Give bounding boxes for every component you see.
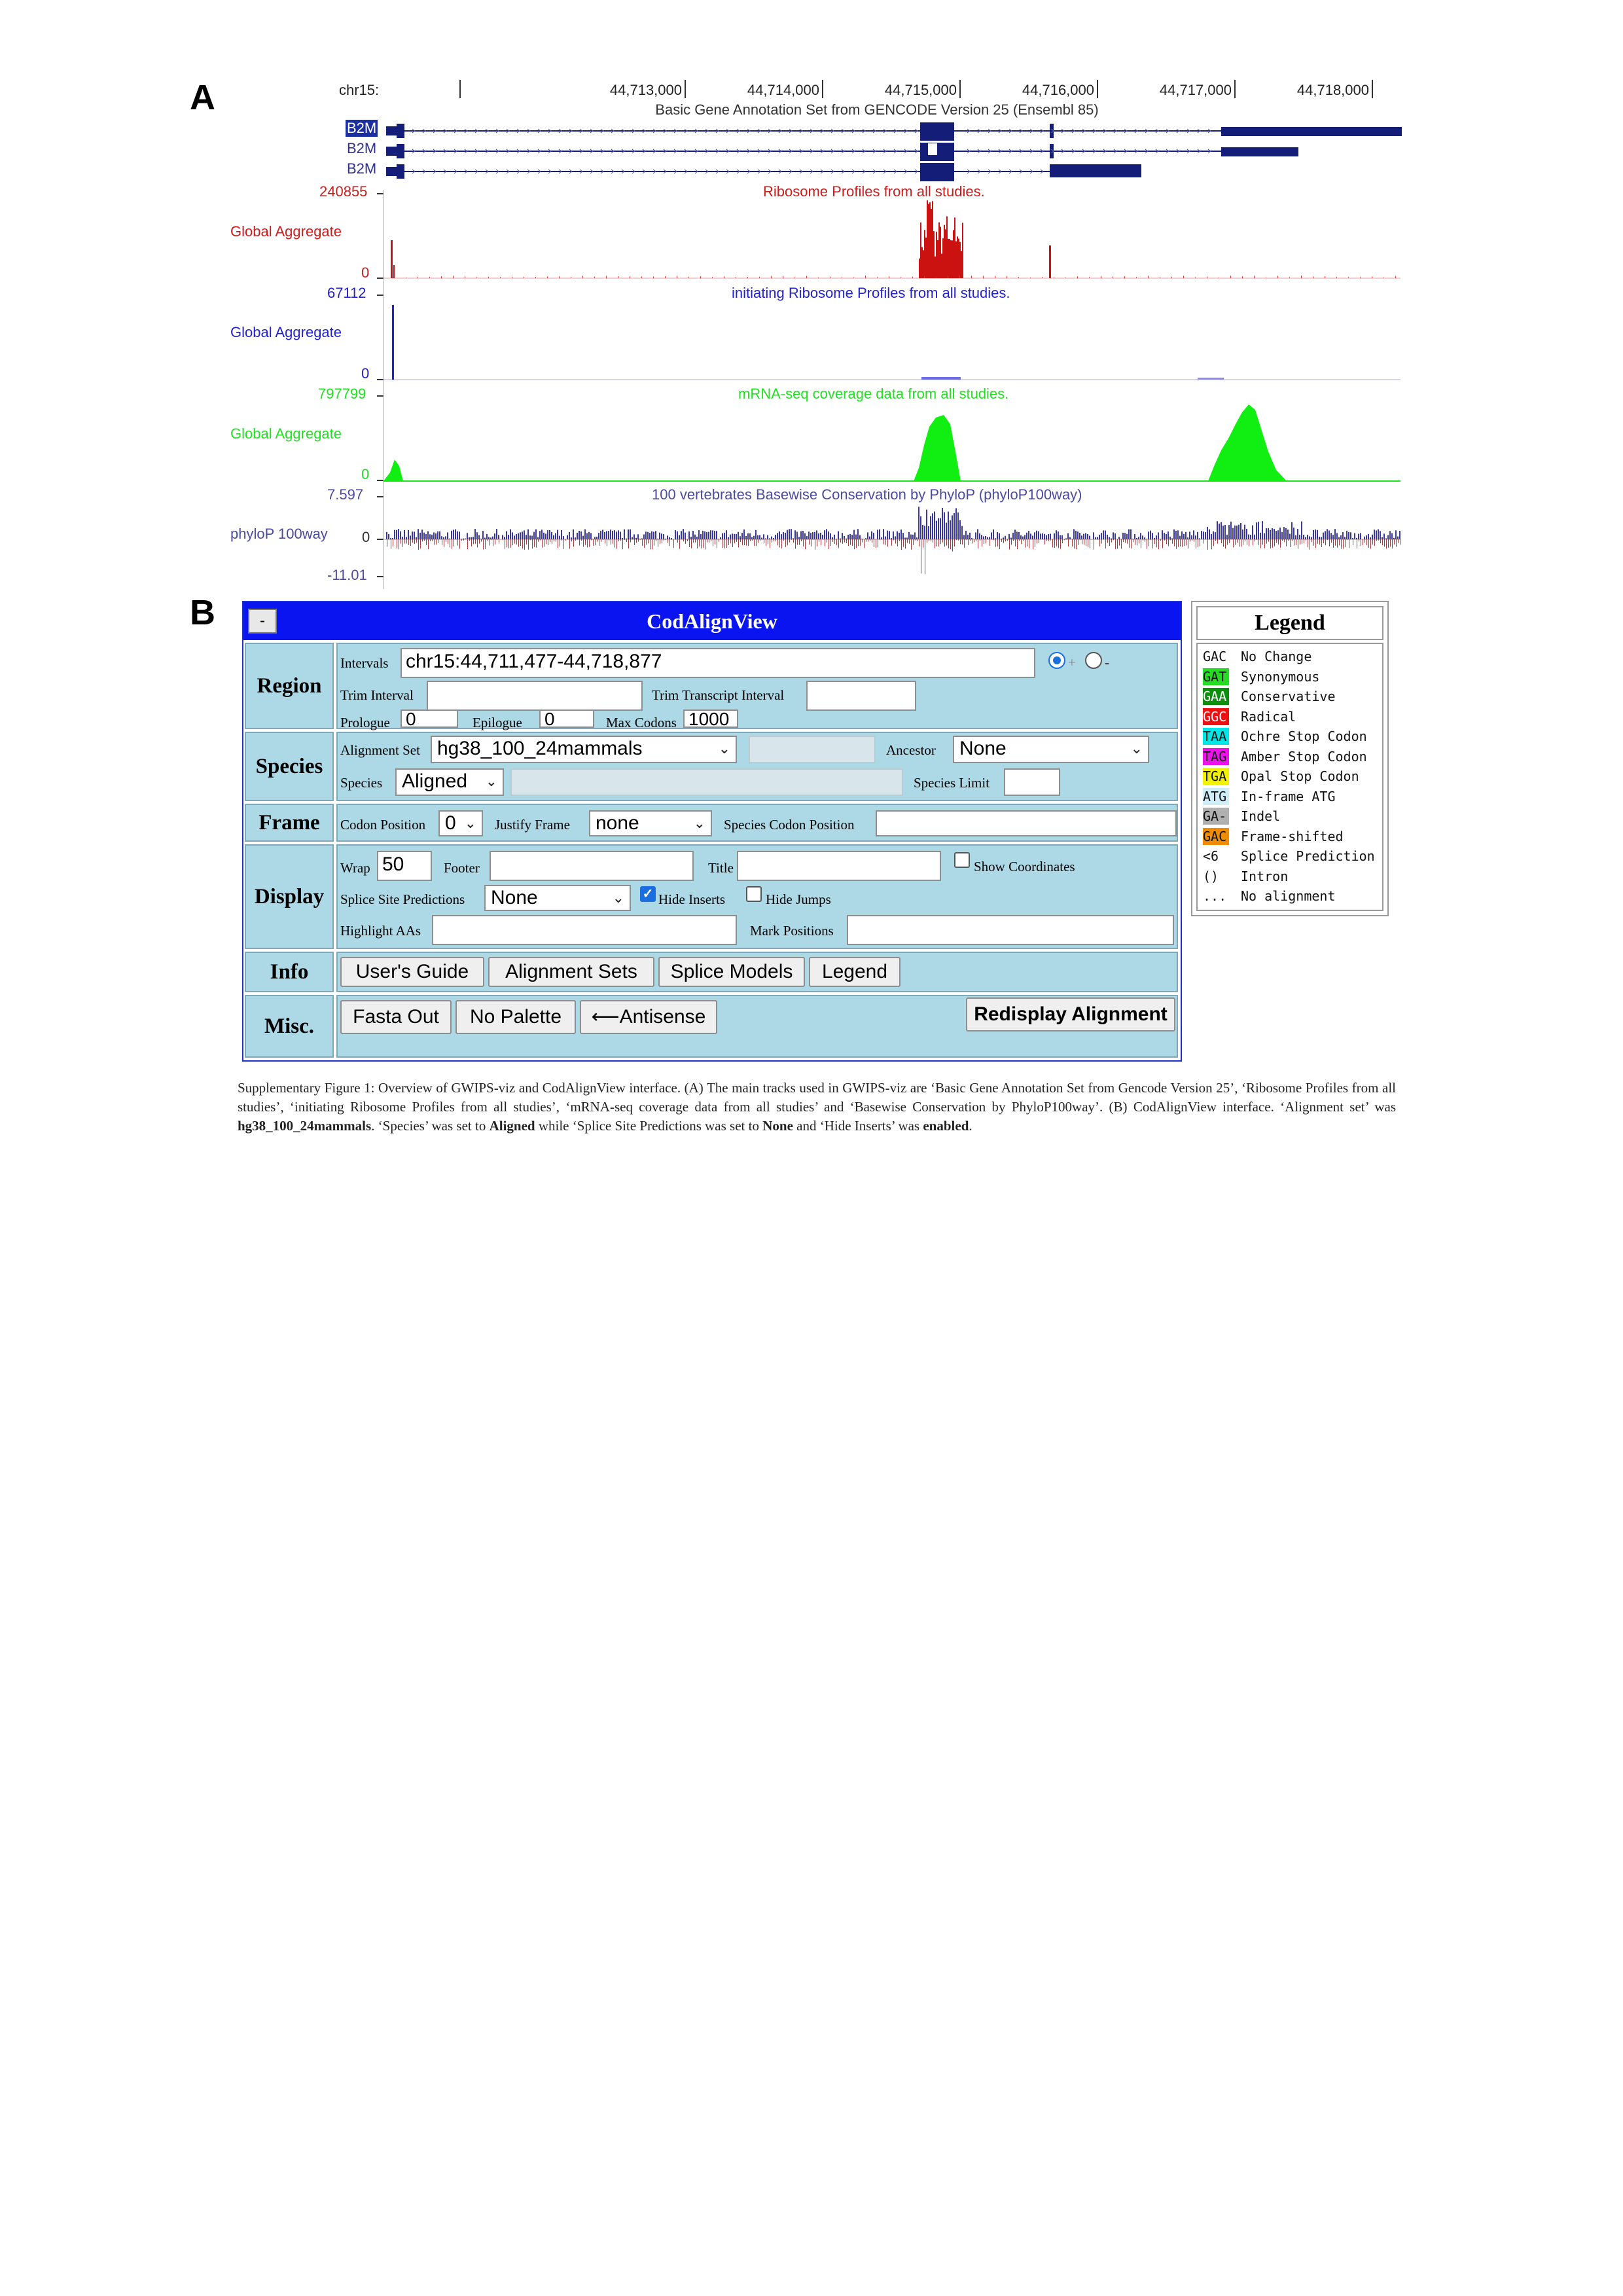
intervals-input[interactable]: chr15:44,711,477-44,718,877 bbox=[401, 648, 1035, 678]
track2-max: 67112 bbox=[327, 285, 366, 301]
highlight-aas-input[interactable] bbox=[432, 915, 737, 945]
max-codons-label: Max Codons bbox=[606, 715, 677, 730]
hide-jumps-label: Hide Jumps bbox=[766, 891, 831, 907]
ruler-tick bbox=[1097, 80, 1098, 98]
splice-predictions-label: Splice Site Predictions bbox=[340, 891, 465, 907]
phylo-title: 100 vertebrates Basewise Conservation by PhyloP (phyloP100way) bbox=[652, 486, 1082, 503]
legend-code: GAC bbox=[1203, 828, 1229, 845]
strand-minus-radio[interactable] bbox=[1085, 652, 1102, 669]
legend-item bbox=[1203, 688, 1336, 706]
legend-item bbox=[1203, 868, 1289, 886]
species-section-label: Species bbox=[245, 732, 334, 801]
alignment-set-value: hg38_100_24mammals bbox=[437, 738, 643, 759]
strand-minus-label: - bbox=[1105, 655, 1109, 670]
legend-item bbox=[1203, 808, 1281, 826]
legend-item bbox=[1203, 768, 1359, 786]
redisplay-alignment-button[interactable]: Redisplay Alignment bbox=[966, 997, 1175, 1031]
justify-frame-value: none bbox=[596, 812, 639, 834]
strand-plus-radio[interactable] bbox=[1048, 652, 1065, 669]
track1-max: 240855 bbox=[319, 183, 368, 200]
gene-track-title: Basic Gene Annotation Set from GENCODE Version 25 (Ensembl 85) bbox=[655, 101, 1099, 118]
legend-item bbox=[1203, 748, 1367, 766]
justify-frame-label: Justify Frame bbox=[495, 817, 570, 833]
init-ribo-track bbox=[383, 305, 1400, 380]
legend-code: TAG bbox=[1203, 748, 1229, 765]
antisense-button[interactable]: ⟵Antisense bbox=[580, 1000, 717, 1034]
legend-code: TAA bbox=[1203, 728, 1229, 745]
species-select[interactable] bbox=[395, 768, 504, 796]
chevron-down-icon: ⌄ bbox=[464, 815, 476, 831]
phylo-track bbox=[383, 507, 1400, 574]
legend-title: Legend bbox=[1196, 606, 1383, 640]
legend-description: Splice Prediction bbox=[1241, 848, 1375, 864]
legend-item bbox=[1203, 788, 1336, 806]
caption-text-1: Supplementary Figure 1: Overview of GWIPS-viz and CodAlignView interface. (A) The main tracks used in GWIPS-viz are ‘Basic Gene Annotation Set from Gencode Version 25’, ‘Ribosome Profiles from all studies’, ‘initiating Ribosome Profiles from all studies’, ‘mRNA-seq coverage data from all studies’ and ‘Basewise Conservation by PhyloP100way’. (B) CodAlignView interface. ‘Alignment set’ was bbox=[238, 1080, 1396, 1115]
track3-label: Global Aggregate bbox=[230, 425, 342, 442]
ancestor-select[interactable] bbox=[953, 736, 1149, 763]
gene-models bbox=[386, 122, 1402, 181]
prologue-label: Prologue bbox=[340, 715, 390, 730]
frame-label: Frame bbox=[245, 804, 334, 842]
ruler-tick-label: 44,713,000 bbox=[609, 82, 682, 98]
show-coordinates-label: Show Coordinates bbox=[974, 859, 1075, 874]
mark-positions-label: Mark Positions bbox=[750, 923, 834, 939]
species-codon-position-label: Species Codon Position bbox=[724, 817, 855, 833]
misc-label: Misc. bbox=[245, 995, 334, 1058]
footer-label: Footer bbox=[444, 860, 480, 876]
fasta-out-button[interactable]: Fasta Out bbox=[340, 1000, 452, 1034]
chevron-down-icon: ⌄ bbox=[718, 740, 730, 757]
track2-zero: 0 bbox=[361, 365, 370, 382]
highlight-aas-label: Highlight AAs bbox=[340, 923, 421, 939]
region-row bbox=[336, 643, 1178, 729]
phylo-max: 7.597 bbox=[327, 486, 364, 503]
legend-code: GA- bbox=[1203, 808, 1229, 825]
strand-plus-label: + bbox=[1068, 655, 1076, 670]
caption-bold-4: enabled bbox=[923, 1118, 969, 1134]
ruler-tick bbox=[959, 80, 961, 98]
gene-label-3: B2M bbox=[347, 160, 377, 177]
mark-positions-input[interactable] bbox=[847, 915, 1174, 945]
panel-a-letter: A bbox=[190, 78, 215, 117]
caption-bold-3: None bbox=[762, 1118, 793, 1134]
legend-code: ... bbox=[1203, 888, 1229, 905]
app-header bbox=[243, 602, 1181, 640]
ruler-tick-label: 44,714,000 bbox=[747, 82, 819, 98]
legend-code: GAC bbox=[1203, 648, 1229, 665]
phylo-label: phyloP 100way bbox=[230, 526, 328, 542]
app-title: CodAlignView bbox=[647, 609, 777, 633]
epilogue-label: Epilogue bbox=[473, 715, 522, 730]
legend-description: Conservative bbox=[1241, 689, 1336, 704]
legend-description: Amber Stop Codon bbox=[1241, 748, 1367, 764]
splice-models-button[interactable]: Splice Models bbox=[658, 957, 805, 987]
track3-max: 797799 bbox=[318, 386, 366, 402]
ancestor-label: Ancestor bbox=[886, 742, 936, 758]
prologue-input[interactable]: 0 bbox=[401, 709, 458, 728]
region-label: Region bbox=[245, 643, 334, 729]
ruler-tick bbox=[1234, 80, 1236, 98]
ruler-tick-label: 44,715,000 bbox=[884, 82, 957, 98]
legend-description: No alignment bbox=[1241, 888, 1336, 904]
wrap-label: Wrap bbox=[340, 860, 370, 876]
legend-item bbox=[1203, 708, 1296, 726]
legend-description: Ochre Stop Codon bbox=[1241, 728, 1367, 744]
legend-description: Indel bbox=[1241, 808, 1281, 824]
splice-predictions-value: None bbox=[491, 887, 538, 908]
chevron-down-icon: ⌄ bbox=[612, 889, 624, 906]
chevron-down-icon: ⌄ bbox=[693, 815, 705, 831]
legend-description: Intron bbox=[1241, 868, 1289, 884]
ruler-tick bbox=[685, 80, 686, 98]
alignment-sets-button[interactable]: Alignment Sets bbox=[488, 957, 654, 987]
ruler-tick bbox=[459, 80, 461, 98]
legend-description: Frame-shifted bbox=[1241, 828, 1344, 844]
legend-code: GGC bbox=[1203, 708, 1229, 725]
track2-label: Global Aggregate bbox=[230, 324, 342, 340]
ruler-tick-label: 44,716,000 bbox=[1022, 82, 1094, 98]
species-codon-position-input[interactable] bbox=[876, 810, 1177, 836]
species-limit-label: Species Limit bbox=[914, 775, 990, 791]
legend-item bbox=[1203, 828, 1344, 846]
trim-interval-label: Trim Interval bbox=[340, 687, 414, 703]
legend-code: <6 bbox=[1203, 848, 1229, 865]
title-label: Title bbox=[708, 860, 734, 876]
phylo-zero: 0 bbox=[362, 529, 370, 545]
phylo-min: -11.01 bbox=[327, 567, 367, 583]
alignment-set-extra-input bbox=[749, 736, 876, 763]
legend-description: No Change bbox=[1241, 649, 1312, 664]
splice-predictions-select[interactable] bbox=[484, 885, 631, 911]
panel-b-letter: B bbox=[190, 593, 215, 632]
codalignview-form bbox=[242, 601, 1182, 1062]
codon-position-value: 0 bbox=[445, 812, 456, 834]
caption-bold-1: hg38_100_24mammals bbox=[238, 1118, 372, 1134]
frame-row bbox=[336, 804, 1178, 842]
show-coordinates-checkbox[interactable] bbox=[954, 852, 970, 868]
legend-item bbox=[1203, 888, 1336, 906]
legend-description: Synonymous bbox=[1241, 668, 1320, 685]
species-label: Species bbox=[340, 775, 383, 791]
legend-code: GAA bbox=[1203, 688, 1229, 705]
legend-button[interactable]: Legend bbox=[809, 957, 901, 987]
alignment-set-label: Alignment Set bbox=[340, 742, 420, 758]
species-limit-input[interactable] bbox=[1004, 768, 1060, 796]
epilogue-input[interactable]: 0 bbox=[539, 709, 594, 728]
figure-caption bbox=[238, 1079, 1396, 1136]
legend-code: GAT bbox=[1203, 668, 1229, 685]
codon-position-select[interactable] bbox=[438, 810, 483, 836]
legend-description: Radical bbox=[1241, 708, 1296, 725]
gene-label-1: B2M bbox=[347, 120, 377, 136]
gene-label-2: B2M bbox=[347, 140, 377, 156]
ruler-tick bbox=[1372, 80, 1373, 98]
legend-list bbox=[1196, 643, 1383, 911]
trim-transcript-label: Trim Transcript Interval bbox=[652, 687, 785, 703]
legend-description: Opal Stop Codon bbox=[1241, 768, 1359, 784]
no-palette-button[interactable]: No Palette bbox=[455, 1000, 576, 1034]
chevron-down-icon: ⌄ bbox=[485, 773, 497, 789]
trim-interval-input[interactable] bbox=[427, 681, 643, 711]
legend-code: TGA bbox=[1203, 768, 1229, 785]
legend-item bbox=[1203, 648, 1312, 666]
misc-row bbox=[336, 995, 1178, 1058]
users-guide-button[interactable]: User's Guide bbox=[340, 957, 484, 987]
track3-zero: 0 bbox=[361, 466, 370, 482]
ruler-tick-label: 44,717,000 bbox=[1159, 82, 1232, 98]
hide-inserts-checkbox[interactable]: ✓ bbox=[640, 886, 656, 902]
track1-zero: 0 bbox=[361, 264, 370, 281]
intervals-label: Intervals bbox=[340, 655, 389, 671]
ancestor-value: None bbox=[959, 738, 1007, 759]
legend-item bbox=[1203, 668, 1320, 687]
hide-inserts-label: Hide Inserts bbox=[658, 891, 726, 907]
genome-browser-panel bbox=[0, 0, 1623, 589]
trim-transcript-input[interactable] bbox=[806, 681, 916, 711]
justify-frame-select[interactable] bbox=[589, 810, 712, 836]
track2-title: initiating Ribosome Profiles from all studies. bbox=[732, 285, 1010, 301]
caption-text-3: while ‘Splice Site Predictions was set to bbox=[535, 1118, 763, 1134]
ruler-tick bbox=[822, 80, 823, 98]
legend-item bbox=[1203, 848, 1375, 866]
axis-ticks bbox=[377, 190, 383, 589]
collapse-button[interactable]: - bbox=[248, 609, 277, 634]
species-row bbox=[336, 732, 1178, 801]
info-label: Info bbox=[245, 952, 334, 992]
alignment-set-select[interactable] bbox=[431, 736, 737, 763]
track1-label: Global Aggregate bbox=[230, 223, 342, 240]
wrap-input[interactable]: 50 bbox=[377, 851, 432, 881]
legend-panel bbox=[1191, 601, 1389, 916]
display-label: Display bbox=[245, 844, 334, 949]
legend-code: ATG bbox=[1203, 788, 1229, 805]
caption-text-4: and ‘Hide Inserts’ was bbox=[793, 1118, 923, 1134]
footer-input[interactable] bbox=[490, 851, 694, 881]
chevron-down-icon: ⌄ bbox=[1130, 740, 1143, 757]
codon-position-label: Codon Position bbox=[340, 817, 426, 833]
ribo-track bbox=[383, 200, 1400, 278]
track3-title: mRNA-seq coverage data from all studies. bbox=[738, 386, 1009, 402]
legend-description: In-frame ATG bbox=[1241, 788, 1336, 804]
max-codons-input[interactable]: 1000 bbox=[683, 709, 738, 728]
display-row bbox=[336, 844, 1178, 949]
caption-text-2: . ‘Species’ was set to bbox=[371, 1118, 490, 1134]
ruler-tick-label: 44,718,000 bbox=[1296, 82, 1369, 98]
legend-item bbox=[1203, 728, 1367, 746]
mrna-track bbox=[383, 404, 1400, 481]
legend-code: () bbox=[1203, 868, 1229, 885]
caption-bold-2: Aligned bbox=[489, 1118, 535, 1134]
chrom-label: chr15: bbox=[339, 82, 380, 98]
caption-text-5: . bbox=[969, 1118, 972, 1134]
info-row bbox=[336, 952, 1178, 992]
species-value: Aligned bbox=[402, 770, 468, 792]
title-input[interactable] bbox=[737, 851, 941, 881]
species-list-input bbox=[510, 768, 903, 796]
track1-title: Ribosome Profiles from all studies. bbox=[763, 183, 985, 200]
hide-jumps-checkbox[interactable] bbox=[746, 886, 762, 902]
